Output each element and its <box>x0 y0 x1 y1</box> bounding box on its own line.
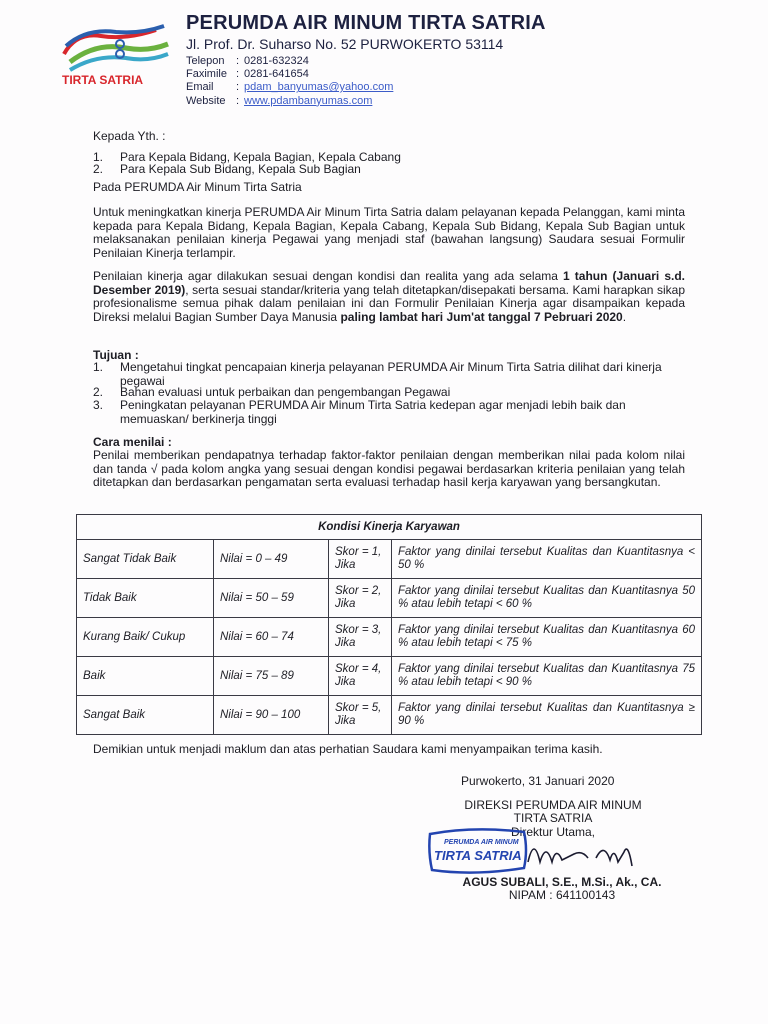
contact-key: Website <box>186 94 226 107</box>
para2-deadline-bold: paling lambat hari Jum'at tanggal 7 Pebruari 2020 <box>340 309 623 324</box>
contact-row-website <box>186 95 393 108</box>
cell-faktor: Faktor yang dinilai tersebut Kualitas dan Kuantitasnya ≥ 90 % <box>392 696 702 735</box>
signatory-nipam: NIPAM : 641100143 <box>508 888 616 903</box>
item-number: 1. <box>93 150 104 164</box>
contact-row-faximile <box>186 68 393 81</box>
signatory-name: AGUS SUBALI, S.E., M.Si., Ak., CA. <box>462 875 662 889</box>
contact-sep: : <box>236 81 240 94</box>
item-number: 3. <box>93 398 104 412</box>
recipient-at: Pada PERUMDA Air Minum Tirta Satria <box>93 180 302 194</box>
handwritten-signature <box>524 832 640 876</box>
performance-table <box>76 514 702 735</box>
cell-nilai: Nilai = 75 – 89 <box>214 657 329 696</box>
contact-sep: : <box>236 68 240 81</box>
contact-sep: : <box>236 55 240 67</box>
para2-period-bold: 1 tahun (Januari s.d. Desember 2019) <box>93 269 685 297</box>
contact-key: Email <box>186 81 214 94</box>
cell-skor: Skor = 4, Jika <box>329 657 392 696</box>
place-date: Purwokerto, 31 Januari 2020 <box>461 774 615 788</box>
contact-block <box>186 55 393 108</box>
signatory-block <box>434 876 690 903</box>
signature-line1: DIREKSI PERUMDA AIR MINUM <box>464 798 642 812</box>
contact-value: 0281-641654 <box>244 68 309 81</box>
cell-nilai: Nilai = 60 – 74 <box>214 618 329 657</box>
cell-nilai: Nilai = 0 – 49 <box>214 540 329 579</box>
tirta-satria-logo <box>56 24 172 94</box>
item-text: Mengetahui tingkat pencapaian kinerja pelayanan PERUMDA Air Minum Tirta Satria dilihat dari kinerja pegawai <box>120 360 662 388</box>
contact-key: Faximile <box>186 68 227 81</box>
contact-value: 0281-632324 <box>244 55 309 67</box>
signature-line2: TIRTA SATRIA <box>513 811 593 826</box>
stamp-main-text: TIRTA SATRIA <box>434 848 522 863</box>
contact-row-email <box>186 81 393 94</box>
item-text: Peningkatan pelayanan PERUMDA Air Minum Tirta Satria kedepan agar menjadi lebih baik dan memuaskan/ berkinerja tinggi <box>120 398 626 426</box>
website-link[interactable]: www.pdambanyumas.com <box>244 94 373 107</box>
contact-row-telepon <box>186 55 393 68</box>
table-row <box>77 579 702 618</box>
cell-faktor: Faktor yang dinilai tersebut Kualitas dan Kuantitasnya 60 % atau lebih tetapi < 75 % <box>392 618 702 657</box>
item-number: 2. <box>93 162 104 176</box>
stamp-top-text: PERUMDA AIR MINUM <box>444 839 519 846</box>
item-text: Bahan evaluasi untuk perbaikan dan pengembangan Pegawai <box>120 385 451 399</box>
signature-line3: Direktur Utama, <box>510 824 596 839</box>
item-text: Para Kepala Bidang, Kepala Bagian, Kepala Cabang <box>120 150 401 164</box>
cell-skor: Skor = 2, Jika <box>329 579 392 618</box>
email-link[interactable]: pdam_banyumas@yahoo.com <box>244 81 394 94</box>
contact-key: Telepon <box>186 55 225 67</box>
cell-kondisi: Baik <box>77 657 214 696</box>
recipient-heading: Kepada Yth. : <box>93 129 166 143</box>
cell-nilai: Nilai = 50 – 59 <box>214 579 329 618</box>
table-row <box>77 696 702 735</box>
cell-kondisi: Sangat Baik <box>77 696 214 735</box>
table-header-row <box>77 515 702 540</box>
tujuan-item <box>93 399 685 426</box>
item-number: 1. <box>93 360 104 374</box>
cell-faktor: Faktor yang dinilai tersebut Kualitas dan Kuantitasnya < 50 % <box>392 540 702 579</box>
tujuan-heading: Tujuan : <box>93 348 139 362</box>
cell-skor: Skor = 5, Jika <box>329 696 392 735</box>
para2-text-d: . <box>622 309 627 324</box>
cara-heading: Cara menilai : <box>93 435 172 449</box>
item-number: 2. <box>93 385 104 399</box>
paragraph-purpose: Untuk meningkatkan kinerja PERUMDA Air Minum Tirta Satria dalam pelayanan kepada Pelanggan, kami minta kepada para Kepala Bidang, Kepala Bagian, Kepala Cabang, Kepala Sub Bidang, Kepala Sub Bagian untuk melaksanakan penilaian kinerja Pegawai yang menjadi staf (bawahan langsung) Saudara sesuai Formulir Penilaian Kinerja terlampir. <box>93 205 685 260</box>
cell-kondisi: Tidak Baik <box>77 579 214 618</box>
cell-skor: Skor = 3, Jika <box>329 618 392 657</box>
table-row <box>77 618 702 657</box>
cell-skor: Skor = 1, Jika <box>329 540 392 579</box>
para2-text-a: Penilaian kinerja agar dilakukan sesuai dengan kondisi dan realita yang ada selama <box>93 269 564 283</box>
para2-text-c: , serta sesuai standar/kriteria yang telah ditetapkan/disepakati bersama. Kami harapkan sikap profesionalisme semua pihak dalam penilaian ini dan Formulir Penilaian Kinerja agar disampaikan kepada Direksi melalui Bagian Sumber Daya Manusia <box>93 282 686 324</box>
org-address: Jl. Prof. Dr. Suharso No. 52 PURWOKERTO 53114 <box>186 36 504 52</box>
cara-text: Penilai memberikan pendapatnya terhadap faktor-faktor penilaian dengan memberikan nilai pada kolom nilai dan tanda √ pada kolom angka yang sesuai dengan kondisi pegawai berdasarkan kriteria penilaian yang telah ditetapkan dan berdasarkan pengamatan serta evaluasi terhadap hasil kerja karyawan yang bersangkutan. <box>93 448 685 490</box>
item-text: Para Kepala Sub Bidang, Kepala Sub Bagian <box>120 162 361 176</box>
table-row <box>77 540 702 579</box>
recipient-item <box>93 163 361 177</box>
paragraph-instruction <box>93 270 685 324</box>
cell-nilai: Nilai = 90 – 100 <box>214 696 329 735</box>
cell-kondisi: Sangat Tidak Baik <box>77 540 214 579</box>
table-title: Kondisi Kinerja Karyawan <box>77 515 702 540</box>
table-row <box>77 657 702 696</box>
company-stamp <box>424 826 530 876</box>
closing-text: Demikian untuk menjadi maklum dan atas perhatian Saudara kami menyampaikan terima kasih. <box>93 742 603 756</box>
cell-kondisi: Kurang Baik/ Cukup <box>77 618 214 657</box>
contact-sep: : <box>236 94 240 107</box>
cell-faktor: Faktor yang dinilai tersebut Kualitas dan Kuantitasnya 50 % atau lebih tetapi < 60 % <box>392 579 702 618</box>
cell-faktor: Faktor yang dinilai tersebut Kualitas dan Kuantitasnya 75 % atau lebih tetapi < 90 % <box>392 657 702 696</box>
org-name: PERUMDA AIR MINUM TIRTA SATRIA <box>186 12 546 34</box>
logo-text: TIRTA SATRIA <box>62 73 144 87</box>
